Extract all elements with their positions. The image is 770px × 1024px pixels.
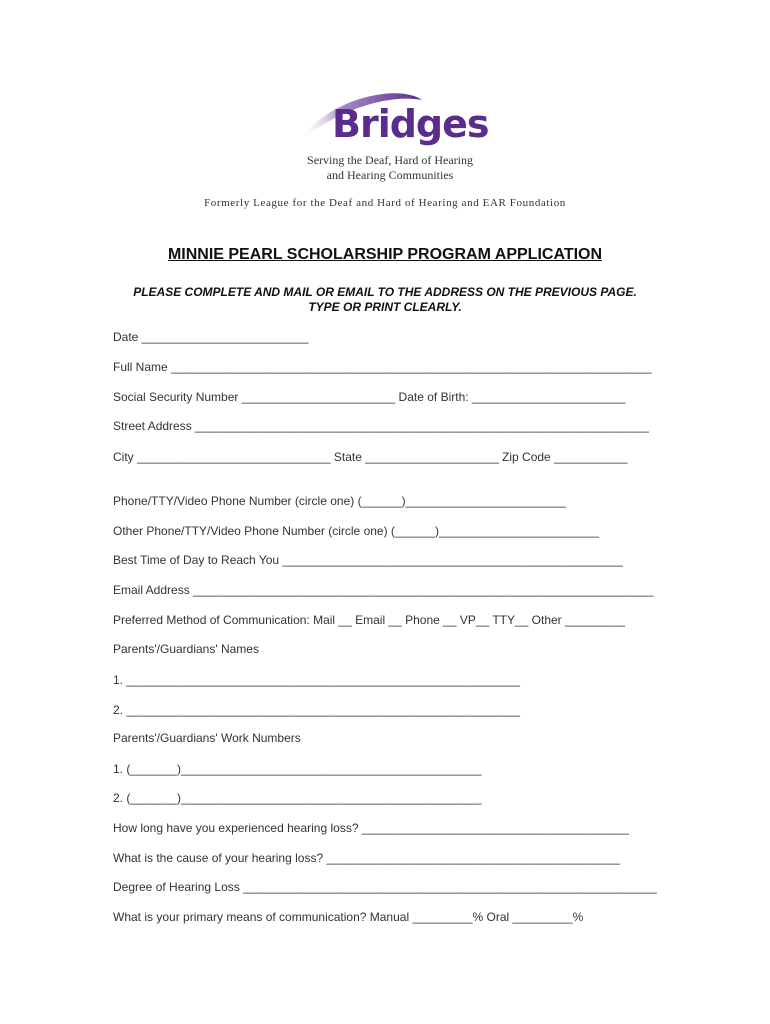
instruction-line-1: PLEASE COMPLETE AND MAIL OR EMAIL TO THE ADDRESS ON THE PREVIOUS PAGE. xyxy=(133,285,637,299)
date-field[interactable]: Date _________________________ xyxy=(113,330,309,344)
work-number-2-field[interactable]: 2. (_______)_____________________________________________ xyxy=(113,791,482,805)
bridges-logo xyxy=(290,86,490,186)
work-number-1-field[interactable]: 1. (_______)_____________________________________________ xyxy=(113,762,482,776)
primary-communication-field[interactable]: What is your primary means of communication? Manual _________% Oral _________% xyxy=(113,910,584,924)
full-name-field[interactable]: Full Name ________________________________________________________________________ xyxy=(113,360,652,374)
preferred-communication-field[interactable]: Preferred Method of Communication: Mail __ Email __ Phone __ VP__ TTY__ Other _________ xyxy=(113,613,626,627)
email-field[interactable]: Email Address _____________________________________________________________________ xyxy=(113,583,654,597)
other-phone-field[interactable]: Other Phone/TTY/Video Phone Number (circle one) (______)________________________ xyxy=(113,524,600,538)
brand-name: Bridges xyxy=(332,102,489,146)
hearing-loss-duration-field[interactable]: How long have you experienced hearing loss? ________________________________________ xyxy=(113,821,629,835)
hearing-loss-cause-field[interactable]: What is the cause of your hearing loss? ____________________________________________ xyxy=(113,851,621,865)
phone-field[interactable]: Phone/TTY/Video Phone Number (circle one) (______)________________________ xyxy=(113,494,566,508)
formerly-note: Formerly League for the Deaf and Hard of Hearing and EAR Foundation xyxy=(204,197,566,209)
tagline-2: and Hearing Communities xyxy=(326,168,454,182)
parents-work-label: Parents'/Guardians' Work Numbers xyxy=(113,731,301,745)
parent-2-field[interactable]: 2. ___________________________________________________________ xyxy=(113,703,521,717)
best-time-field[interactable]: Best Time of Day to Reach You ___________________________________________________ xyxy=(113,553,623,567)
instruction-line-2: TYPE OR PRINT CLEARLY. xyxy=(308,300,462,314)
ssn-dob-field[interactable]: Social Security Number _______________________ Date of Birth: _______________________ xyxy=(113,390,626,404)
tagline-1: Serving the Deaf, Hard of Hearing xyxy=(307,153,473,167)
parent-1-field[interactable]: 1. ___________________________________________________________ xyxy=(113,673,521,687)
city-state-zip-field[interactable]: City _____________________________ State ____________________ Zip Code ___________ xyxy=(113,450,628,464)
page-title: MINNIE PEARL SCHOLARSHIP PROGRAM APPLICATION xyxy=(167,246,603,263)
street-address-field[interactable]: Street Address ____________________________________________________________________ xyxy=(113,419,649,433)
parents-names-label: Parents'/Guardians' Names xyxy=(113,642,259,656)
degree-hearing-loss-field[interactable]: Degree of Hearing Loss ______________________________________________________________ xyxy=(113,880,657,894)
